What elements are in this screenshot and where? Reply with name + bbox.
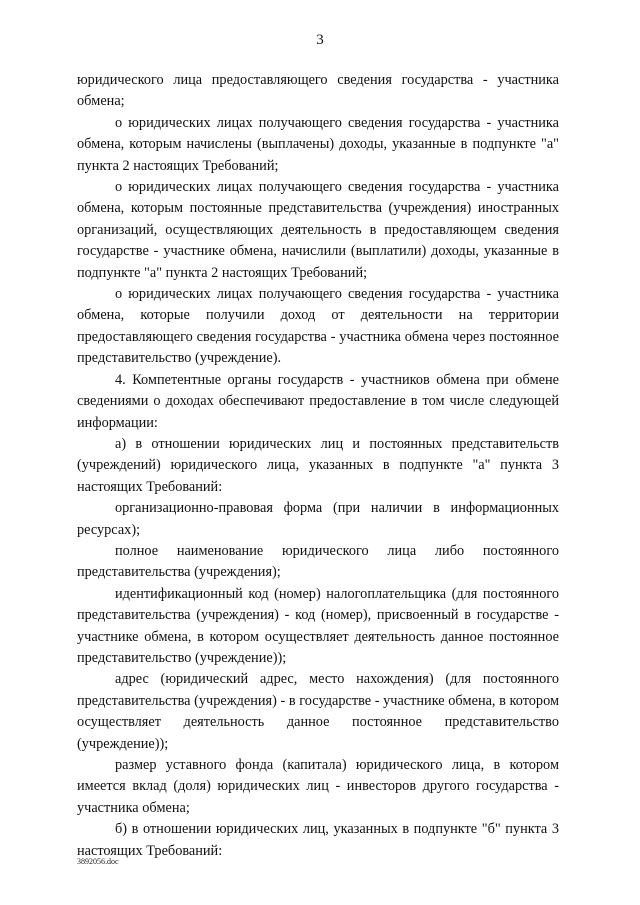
paragraph: полное наименование юридического лица либо постоянного представительства (учреждения); [77, 542, 559, 581]
paragraph: 4. Компетентные органы государств - участников обмена при обмене сведениями о доходах обеспечивают предоставление в том числе следующей информации: [77, 371, 559, 431]
paragraph: б) в отношении юридических лиц, указанных в подпункте "б" пункта 3 настоящих Требований: [77, 821, 559, 859]
page-number: 3 [316, 32, 324, 48]
paragraph: о юридических лицах получающего сведения государства - участника обмена, которым начислены (выплачены) доходы, указанные в подпункте "а" пункта 2 настоящих Требований; [77, 114, 559, 174]
paragraph: размер уставного фонда (капитала) юридического лица, в котором имеется вклад (доля) юридических лиц - инвесторов другого государства - участника обмена; [77, 757, 559, 816]
paragraph: о юридических лицах получающего сведения государства - участника обмена, которым постоянные представительства (учреждения) иностранных организаций, осуществляющих деятельность в предоставляющем сведения государстве - участнике обмена, начислили (выплатили) доходы, указанные в подпункте "а" пункта 2 настоящих Требований; [77, 179, 559, 281]
paragraph: организационно-правовая форма (при наличии в информационных ресурсах); [77, 500, 559, 538]
paragraph: о юридических лицах получающего сведения государства - участника обмена, которые получили доход от деятельности на территории предоставляющего сведения государства - участника обмена через постоянное представительство (учреждение). [77, 286, 559, 367]
paragraph: адрес (юридический адрес, место нахождения) (для постоянного представительства (учреждения) - в государстве - участнике обмена, в котором осуществляет деятельность данное постоянное представительство (учреждение)); [77, 671, 559, 752]
paragraph: идентификационный код (номер) налогоплательщика (для постоянного представительства (учреждения) - код (номер), присвоенный в государстве - участнике обмена, в котором осуществляет деятельность данное постоянное представительство (учреждение)); [77, 585, 559, 666]
paragraph: а) в отношении юридических лиц и постоянных представительств (учреждений) юридического лица, указанных в подпункте "а" пункта 3 настоящих Требований: [77, 435, 559, 495]
document-body [77, 70, 559, 862]
footer-filename: 3892056.doc [77, 857, 119, 866]
paragraph: юридического лица предоставляющего сведения государства - участника обмена; [77, 72, 559, 110]
